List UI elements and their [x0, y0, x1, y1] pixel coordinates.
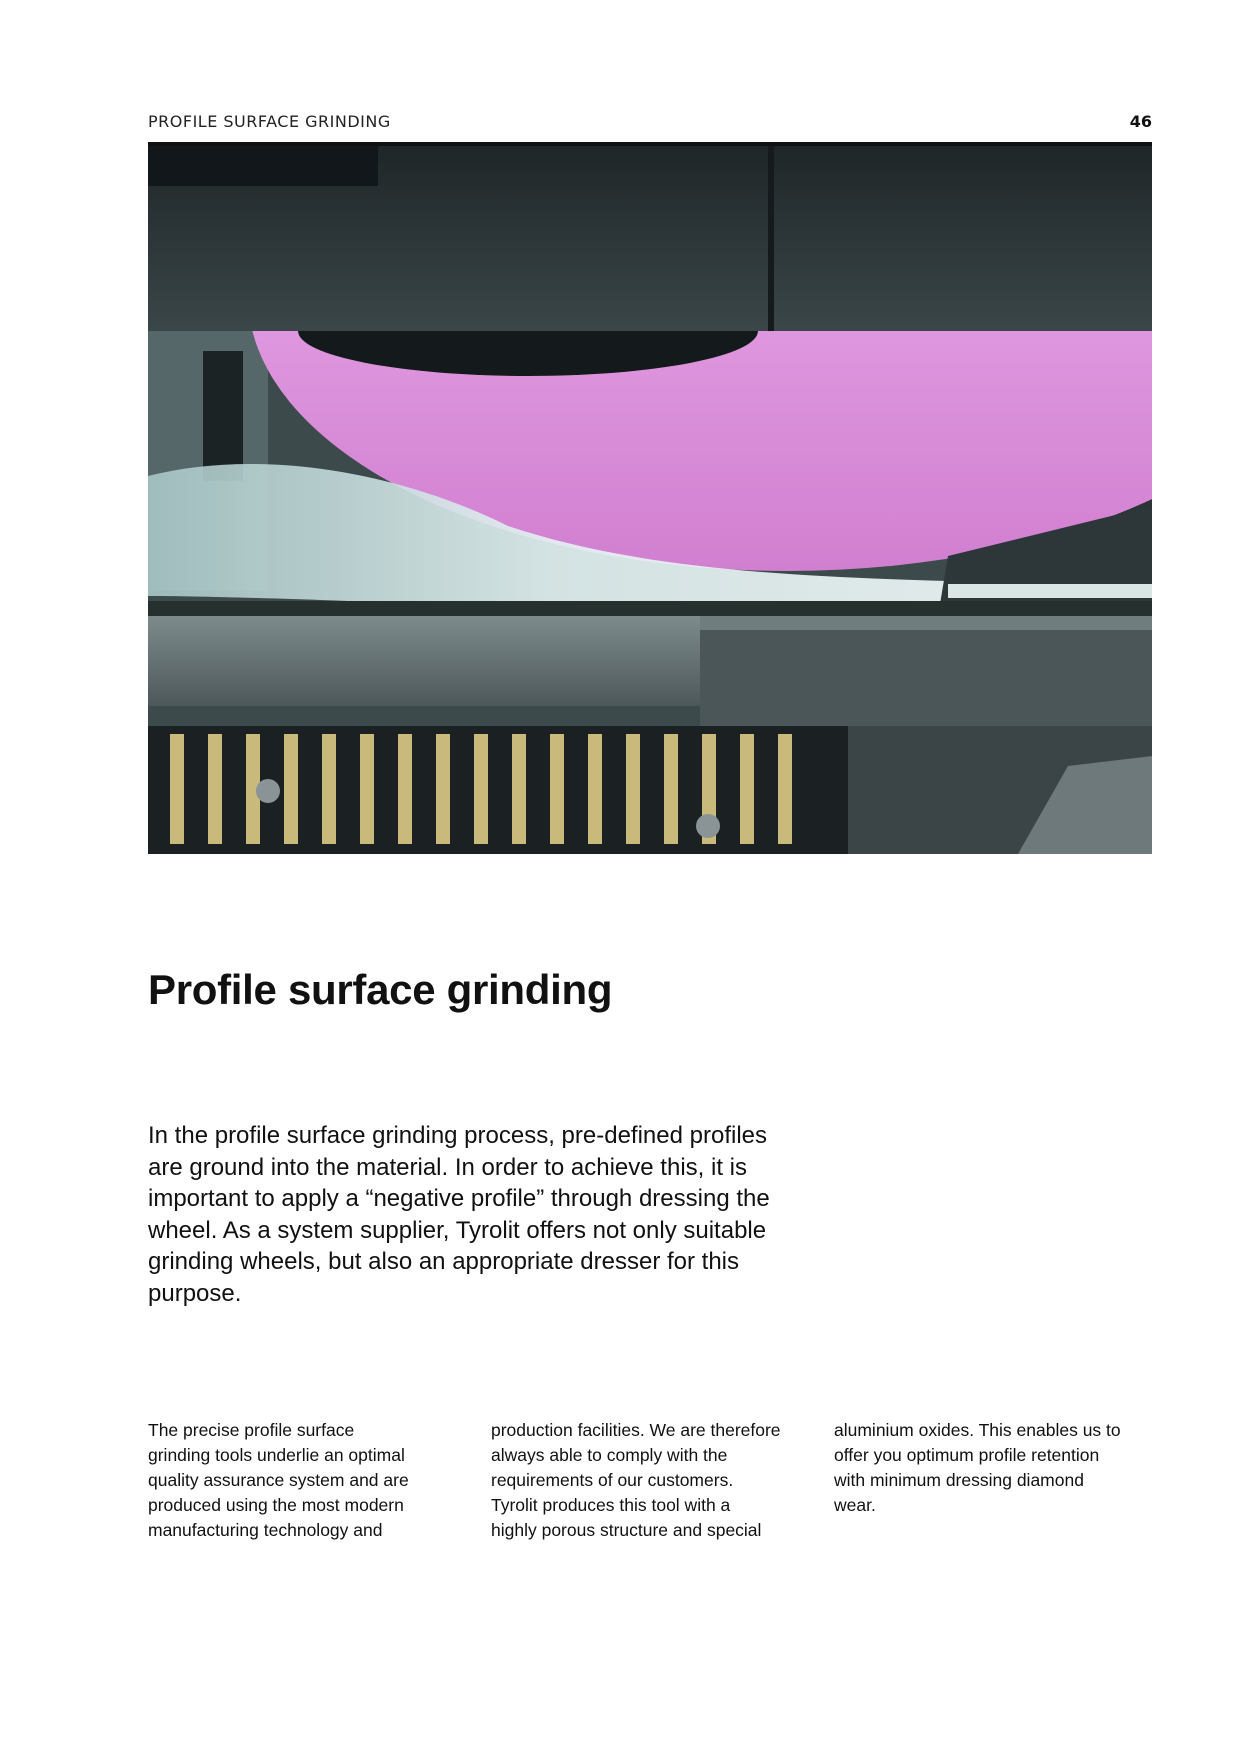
intro-line: In the profile surface grinding process, pre-defined profiles: [148, 1122, 768, 1149]
intro-line: important to apply a “negative profile” through dressing the: [148, 1185, 770, 1212]
body-line: wear.: [834, 1495, 876, 1515]
body-column-3: [834, 1418, 1152, 1518]
body-line: produced using the most modern: [148, 1495, 404, 1515]
body-column-2: [491, 1418, 791, 1543]
intro-paragraph: [148, 1120, 828, 1309]
body-line: quality assurance system and are: [148, 1470, 409, 1490]
body-line: aluminium oxides. This enables us to: [834, 1420, 1121, 1440]
body-line: Tyrolit produces this tool with a: [491, 1495, 731, 1515]
intro-line: purpose.: [148, 1279, 242, 1307]
body-line: always able to comply with the: [491, 1445, 728, 1465]
intro-line: wheel. As a system supplier, Tyrolit offers not only suitable: [148, 1216, 767, 1244]
body-line: with minimum dressing diamond: [834, 1470, 1084, 1490]
page-heading: Profile surface grinding: [148, 966, 613, 1013]
body-line: highly porous structure and special: [491, 1520, 762, 1540]
page-header: [148, 112, 1152, 132]
body-line: requirements of our customers.: [491, 1470, 734, 1490]
body-line: offer you optimum profile retention: [834, 1445, 1100, 1465]
body-line: grinding tools underlie an optimal: [148, 1445, 405, 1465]
intro-line: are ground into the material. In order to achieve this, it is: [148, 1153, 747, 1181]
page-number: 46: [1129, 112, 1152, 131]
photo-illustration: [148, 146, 1152, 854]
body-column-1: [148, 1418, 448, 1543]
grinding-wheel-photo: [148, 146, 1152, 854]
body-line: The precise profile surface: [148, 1420, 355, 1440]
running-title: PROFILE SURFACE GRINDING: [148, 112, 391, 131]
intro-line: grinding wheels, but also an appropriate dresser for this: [148, 1248, 739, 1275]
body-line: production facilities. We are therefore: [491, 1420, 781, 1440]
body-line: manufacturing technology and: [148, 1520, 383, 1540]
